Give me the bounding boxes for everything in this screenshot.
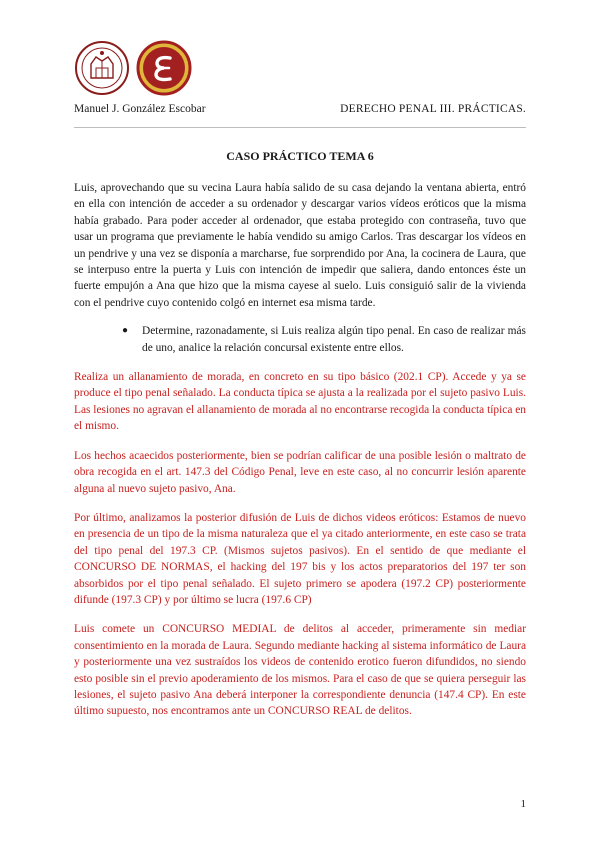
university-seal-icon <box>74 40 130 96</box>
case-statement: Luis, aprovechando que su vecina Laura había salido de su casa dejando la ventana abierta, entró en ella con intención de acceder a su ordenador y descargar varios vídeos eróticos que la misma había grabado. Para poder acceder al ordenador, que estaba protegido con contraseña, tuvo que usar un programa que previamente le había vendido su amigo Carlos. Tras descargar los vídeos en un pendrive y una vez se disponía a marcharse, fue sorprendido por Ana, la cocinera de Laura, que se interpuso entre la puerta y Luis con intención de impedir que saliera, dando entonces éste un fuerte empujón a Ana que hizo que la misma cayese al suelo. Luis consiguió salir de la vivienda con el pendrive cuyo contenido colgó en internet esa misma tarde. <box>74 182 526 309</box>
answer-paragraph-4: Luis comete un CONCURSO MEDIAL de delitos al acceder, primeramente sin mediar consentimiento en la morada de Laura. Segundo mediante hacking al sistema informático de Laura y posteriormente una vez sustraídos los videos de contenido erotico fueron difundidos, no siendo esto posible sin el previo apoderamiento de los mismos. Para el caso de que se quiera perseguir las lesiones, el sujeto pasivo Ana deberá interponer la correspondiente denuncia (147.4 CP). En este último supuesto, nos encontramos ante un CONCURSO REAL de delitos. <box>74 623 526 718</box>
bullet-icon: ● <box>122 325 129 337</box>
answer-paragraph-1: Realiza un allanamiento de morada, en concreto en su tipo básico (202.1 CP). Accede y ya se produce el tipo penal señalado. La conducta típica se ajusta a la realizada por el sujeto pasivo Luis. Las lesiones no agravan el allanamiento de morada al no encontrarse recogida la conducta típica en el mismo. <box>74 371 526 433</box>
header-logos <box>74 40 192 96</box>
question-item <box>122 323 526 356</box>
answer-paragraph-3: Por último, analizamos la posterior difusión de Luis de dichos videos eróticos: Estamos de nuevo en presencia de un tipo de la misma naturaleza que el ya citado anteriormente, en este caso se trata del tipo penal del 197.3 CP. (Mismos sujetos pasivos). En el sentido de que mediante el CONCURSO DE NORMAS, el hacking del 197 bis y los actos preparatorios del 197 ter son absorbidos por el tipo penal señalado. El sujeto primero se apodera (197.2 CP) posteriormente difunde (197.3 CP) y por último se lucra (197.6 CP) <box>74 511 526 606</box>
document-body <box>74 180 526 720</box>
header-author: Manuel J. González Escobar <box>74 103 206 115</box>
faculty-emblem-icon <box>136 40 192 96</box>
answer-paragraph-2: Los hechos acaecidos posteriormente, bien se podrían calificar de una posible lesión o maltrato de obra recogida en el art. 147.3 del Código Penal, leve en este caso, al no concurrir lesión aparente alguna al nuevo sujeto pasivo, Ana. <box>74 449 526 495</box>
header-course: DERECHO PENAL III. PRÁCTICAS. <box>340 103 526 115</box>
header-divider <box>74 127 526 128</box>
page-number: 1 <box>520 798 526 810</box>
question-text: Determine, razonadamente, si Luis realiza algún tipo penal. En caso de realizar más de uno, analice la relación concursal existente entre ellos. <box>142 325 526 354</box>
page-title: CASO PRÁCTICO TEMA 6 <box>226 149 374 163</box>
